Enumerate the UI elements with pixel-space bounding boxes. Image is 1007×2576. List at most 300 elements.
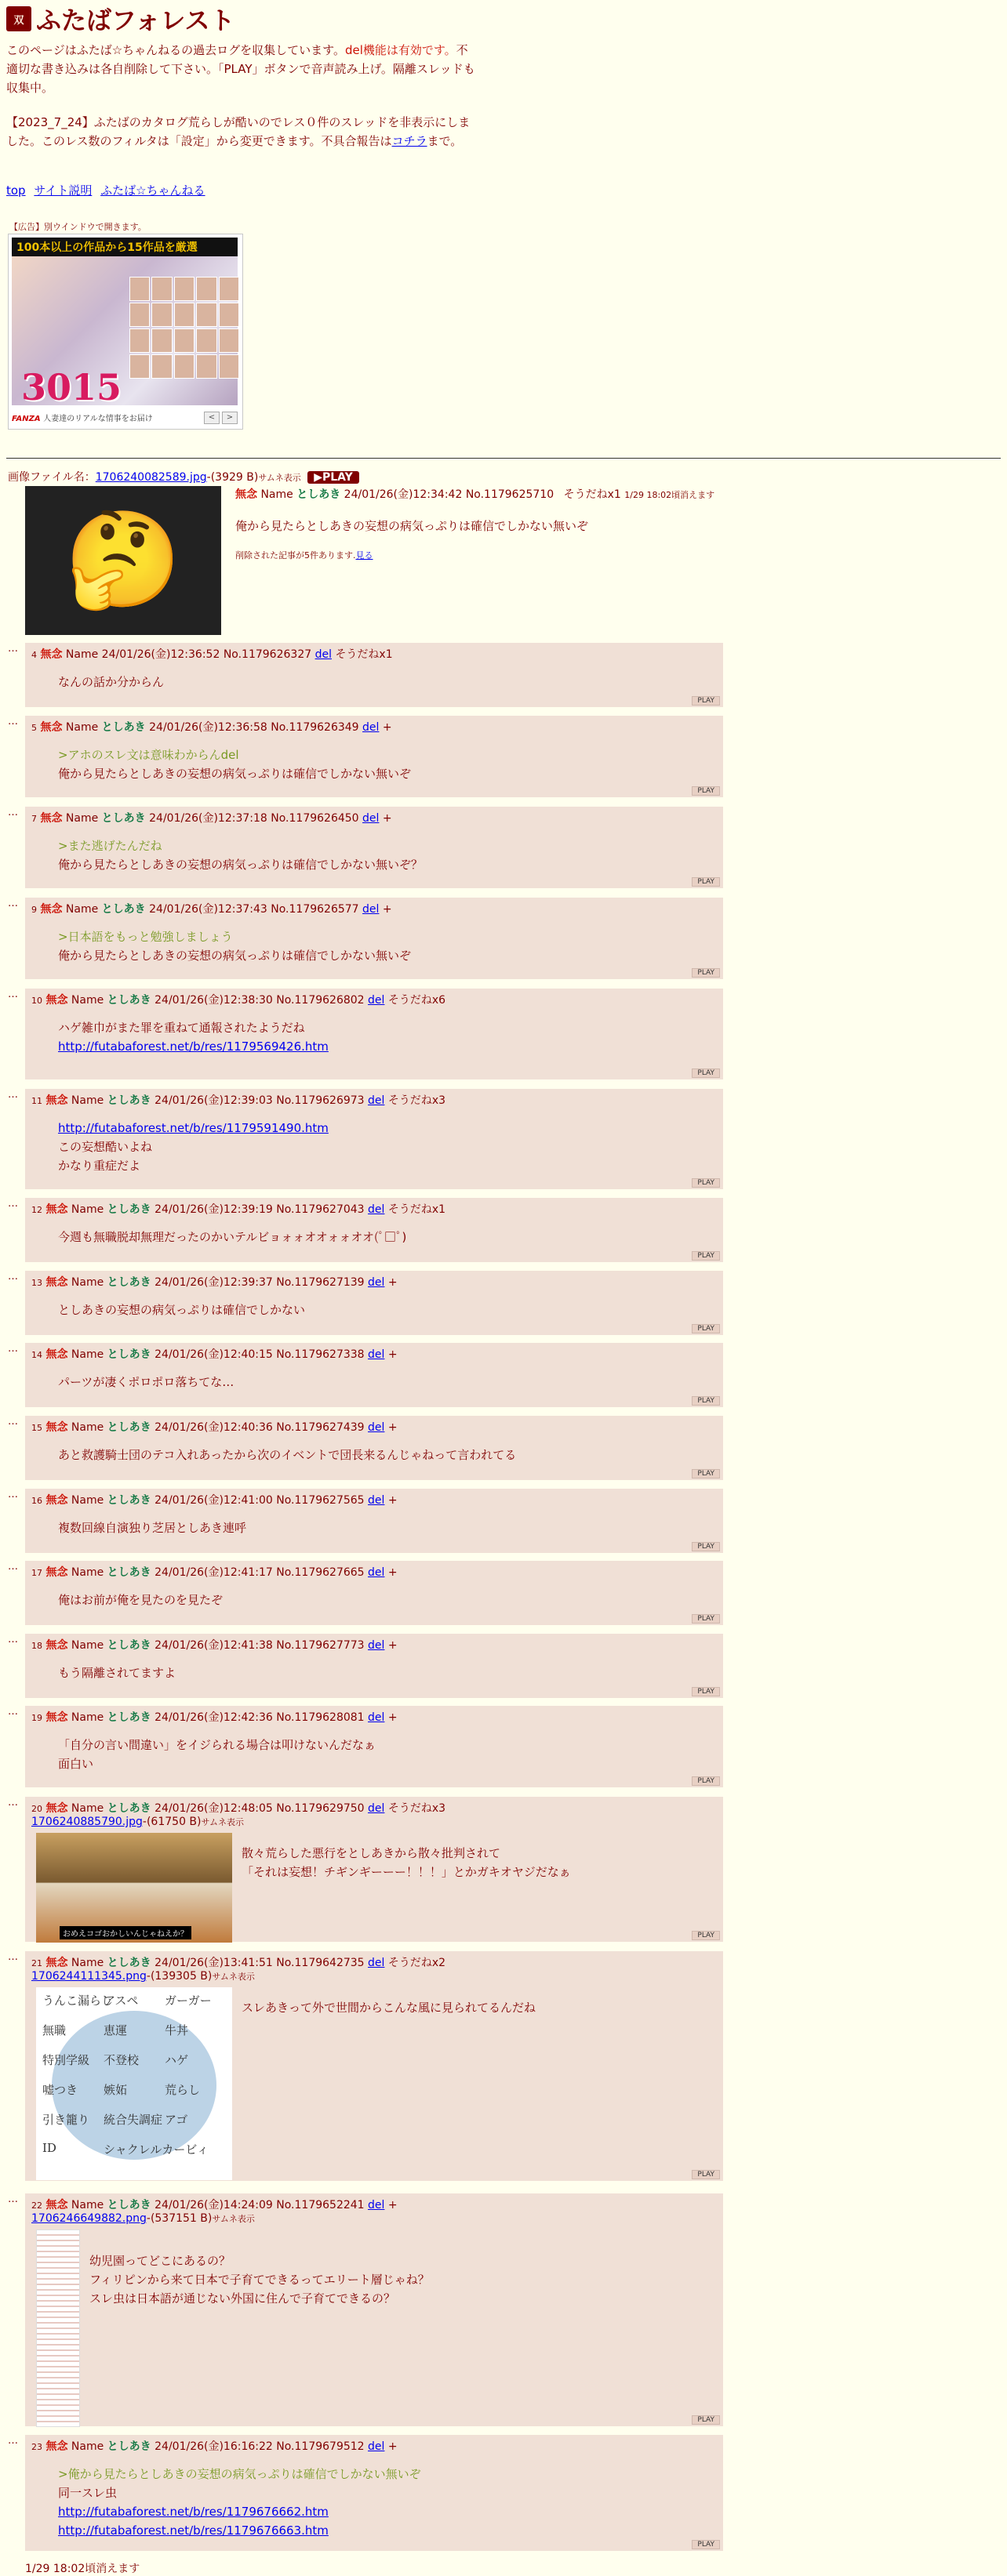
reply-quote: >また逃げたんだね <box>58 839 162 853</box>
op-name-label: Name <box>260 488 293 501</box>
reply <box>25 716 723 797</box>
reply-quote: >日本語をもっと勉強しましょう <box>58 930 233 944</box>
reply-name: としあき <box>107 2199 151 2211</box>
reply-header <box>31 2438 717 2454</box>
op-sodane[interactable]: そうだねx1 <box>563 488 621 501</box>
ad-footer-text: 人妻達のリアルな情事をお届け <box>43 415 153 423</box>
thinking-face-icon: 🤔 <box>64 506 182 615</box>
reply-number[interactable]: No.1179627665 <box>276 1566 365 1579</box>
reply-text: あと救護騎士団のテコ入れあったから次のイベントで団長来るんじゃねって言われてる <box>58 1448 517 1462</box>
op-file-link[interactable]: 1706240082589.jpg <box>95 471 207 484</box>
reply-subject: 無念 <box>45 1348 68 1361</box>
reply-thumbnail[interactable] <box>36 1833 232 1943</box>
sodane-button[interactable]: + <box>387 1348 398 1361</box>
show-deleted-link[interactable]: 見る <box>355 550 373 561</box>
reply-subject: 無念 <box>45 994 68 1007</box>
reply-number[interactable]: No.1179679512 <box>276 2440 365 2453</box>
reply-text: パーツが凄くポロポロ落ちてな… <box>58 1375 234 1389</box>
sodane-button[interactable]: + <box>387 2199 398 2211</box>
reply-ellipsis: … <box>8 1951 18 1963</box>
reply <box>25 1951 723 2181</box>
play-button[interactable]: PLAY <box>692 1469 720 1478</box>
sodane-button[interactable]: + <box>387 1711 398 1724</box>
reply-ellipsis: … <box>8 1706 18 1718</box>
thread-expire: 1/29 18:02頃消えます <box>25 2563 140 2575</box>
notice-text <box>6 113 477 151</box>
reply-subject: 無念 <box>45 1094 68 1107</box>
reply-file-link[interactable]: 1706244111345.png <box>31 1970 147 1983</box>
reply-header <box>31 901 717 916</box>
reply-comment <box>58 673 717 691</box>
reply-name-label: Name <box>65 648 99 661</box>
reply-text: ハゲ雑巾がまた罪を重ねて通報されたようだね <box>58 1021 305 1035</box>
nav-about-link[interactable]: サイト説明 <box>34 183 93 198</box>
reply-header <box>31 646 717 662</box>
intro-text <box>6 41 477 97</box>
del-link[interactable]: del <box>368 1566 385 1579</box>
reply-subject: 無念 <box>45 1957 68 1969</box>
del-link[interactable]: del <box>362 721 380 734</box>
sodane-button[interactable]: そうだねx1 <box>387 1203 446 1216</box>
ad-nav <box>202 408 238 424</box>
sodane-button[interactable]: + <box>387 1639 398 1652</box>
reply-index: 10 <box>31 996 42 1006</box>
reply <box>25 1343 723 1407</box>
divider <box>6 458 1001 459</box>
reply-number[interactable]: No.1179627139 <box>276 1276 365 1289</box>
reply-link[interactable]: http://futabaforest.net/b/res/1179569426.htm <box>58 1039 329 1054</box>
del-link[interactable]: del <box>368 1639 385 1652</box>
reply-subject: 無念 <box>40 812 63 825</box>
thumb-tag: 不登校 <box>104 2053 140 2067</box>
reply-ellipsis: … <box>8 1797 18 1809</box>
reply-name: としあき <box>107 1957 151 1969</box>
del-link[interactable]: del <box>368 1348 385 1361</box>
reply-number[interactable]: No.1179626327 <box>223 648 312 661</box>
reply-comment <box>58 1119 717 1175</box>
thumb-tag: 恵運 <box>104 2023 128 2037</box>
sodane-button[interactable]: + <box>387 1494 398 1507</box>
thumb-tag: ハゲ <box>165 2053 189 2067</box>
del-link[interactable]: del <box>314 648 332 661</box>
reply <box>25 1706 723 1787</box>
reply <box>25 1797 723 1942</box>
reply-name: としあき <box>107 1421 151 1434</box>
ad-brand-text: FANZA <box>12 415 41 423</box>
reply-comment <box>58 1228 717 1246</box>
reply-number[interactable]: No.1179642735 <box>276 1957 365 1969</box>
reply-name-label: Name <box>65 903 99 916</box>
reply-date: 24/01/26(金)12:40:36 <box>155 1421 273 1434</box>
reply-date: 24/01/26(金)12:37:18 <box>149 812 267 825</box>
sodane-button[interactable]: + <box>382 812 392 825</box>
nav-top-link[interactable]: top <box>6 183 26 198</box>
reply-name-label: Name <box>71 1203 104 1216</box>
reply-index: 22 <box>31 2200 42 2211</box>
sodane-button[interactable]: + <box>382 721 392 734</box>
reply-subject: 無念 <box>40 721 63 734</box>
play-button[interactable]: PLAY <box>692 786 720 796</box>
reply-name: としあき <box>107 2440 151 2453</box>
ad-label: 【広告】別ウインドウで開きます。 <box>9 222 147 232</box>
del-link[interactable]: del <box>368 1421 385 1434</box>
reply-number[interactable]: No.1179626577 <box>271 903 359 916</box>
play-button[interactable]: PLAY <box>692 1776 720 1786</box>
reply-index: 11 <box>31 1096 42 1106</box>
del-link[interactable]: del <box>368 2199 385 2211</box>
play-button[interactable]: PLAY <box>692 1251 720 1261</box>
reply-subject: 無念 <box>45 2199 68 2211</box>
intro-text-red: del機能は有効です。 <box>344 43 456 57</box>
reply-header <box>31 810 717 825</box>
reply-index: 21 <box>31 1958 42 1968</box>
reply-file-size: -(61750 B) <box>142 1816 202 1828</box>
del-link[interactable]: del <box>368 1957 385 1969</box>
reply-ellipsis: … <box>8 1416 18 1428</box>
reply-comment <box>89 2251 717 2308</box>
op-file-size: -(3929 B) <box>206 471 259 484</box>
site-header <box>6 5 234 33</box>
notice-end: まで。 <box>427 134 463 148</box>
reply-index: 18 <box>31 1641 42 1651</box>
reply-name-label: Name <box>71 1711 104 1724</box>
reply-subject: 無念 <box>45 1802 68 1815</box>
play-button[interactable]: PLAY <box>692 968 720 978</box>
reply-ellipsis: … <box>8 716 18 727</box>
reply-subject: 無念 <box>45 1711 68 1724</box>
file-label: 画像ファイル名： <box>8 471 96 484</box>
reply-file-link[interactable]: 1706246649882.png <box>31 2212 147 2225</box>
reply-text: 複数回線自演独り芝居としあき連呼 <box>58 1521 247 1535</box>
play-button[interactable]: PLAY <box>692 1068 720 1078</box>
op-date: 24/01/26(金)12:34:42 <box>344 488 463 501</box>
reply-name: としあき <box>107 1639 151 1652</box>
play-button[interactable]: PLAY <box>692 696 720 706</box>
reply <box>25 2193 723 2426</box>
nav-futaba-link[interactable]: ふたば☆ちゃんねる <box>100 183 205 198</box>
reply-name: としあき <box>107 994 151 1007</box>
reply-index: 5 <box>31 723 37 733</box>
reply-name: としあき <box>107 1348 151 1361</box>
del-link[interactable]: del <box>362 903 380 916</box>
reply-number[interactable]: No.1179627338 <box>276 1348 365 1361</box>
reply-date: 24/01/26(金)12:41:17 <box>155 1566 273 1579</box>
reply-number[interactable]: No.1179626349 <box>271 721 359 734</box>
thumb-tag: 嘘つき <box>42 2083 78 2097</box>
reply-subject: 無念 <box>40 648 63 661</box>
thumb-tag: うんこ漏らし <box>42 1994 114 2008</box>
reply-name-label: Name <box>71 1957 104 1969</box>
del-link[interactable]: del <box>368 1094 385 1107</box>
play-button[interactable]: PLAY <box>692 1931 720 1940</box>
reply-date: 24/01/26(金)12:39:37 <box>155 1276 273 1289</box>
reply-number[interactable]: No.1179627773 <box>276 1639 365 1652</box>
reply-text: 散々荒らした悪行をとしあきから散々批判されて 「それは妄想！チギンギーーー！！！」とかガキオヤジだなぁ <box>242 1846 571 1879</box>
reply-index: 14 <box>31 1350 42 1360</box>
reply-file-size: -(139305 B) <box>146 1970 213 1983</box>
sodane-button[interactable]: + <box>387 1566 398 1579</box>
reply-thumbnail[interactable] <box>36 2230 80 2427</box>
sodane-button[interactable]: そうだねx1 <box>335 648 393 661</box>
reply-number[interactable]: No.1179628081 <box>276 1711 365 1724</box>
report-link[interactable]: コチラ <box>391 134 427 148</box>
sodane-button[interactable]: + <box>387 1276 398 1289</box>
reply-thumbnail[interactable] <box>36 1987 232 2180</box>
reply-name-label: Name <box>71 1802 104 1815</box>
reply-date: 24/01/26(金)12:41:00 <box>155 1494 273 1507</box>
play-button[interactable]: PLAY <box>692 877 720 887</box>
reply-index: 17 <box>31 1568 42 1578</box>
reply-name-label: Name <box>71 1494 104 1507</box>
reply-subject: 無念 <box>45 1639 68 1652</box>
reply <box>25 2435 723 2551</box>
reply <box>25 643 723 707</box>
thumb-toggle[interactable]: サムネ表示 <box>212 2214 255 2224</box>
reply-name: としあき <box>101 903 146 916</box>
reply-index: 16 <box>31 1496 42 1506</box>
reply-comment <box>58 1736 717 1773</box>
reply-ellipsis: … <box>8 2435 18 2447</box>
reply-number[interactable]: No.1179629750 <box>276 1802 365 1815</box>
reply-date: 24/01/26(金)12:37:43 <box>149 903 267 916</box>
reply-ellipsis: … <box>8 1561 18 1573</box>
reply <box>25 1561 723 1625</box>
thumb-tag: アゴ <box>165 2113 188 2127</box>
del-link[interactable]: del <box>368 1802 385 1815</box>
reply-number[interactable]: No.1179626802 <box>276 994 365 1007</box>
reply-header <box>31 1709 717 1725</box>
reply-number[interactable]: No.1179627043 <box>276 1203 365 1216</box>
reply-date: 24/01/26(金)12:36:58 <box>149 721 267 734</box>
reply-text: 幼児園ってどこにあるの？ フィリピンから来て日本で子育てできるってエリート層じゃね？ スレ虫は日本語が通じない外国に住んで子育てできるの？ <box>89 2254 430 2306</box>
reply-subject: 無念 <box>45 1494 68 1507</box>
ad-banner[interactable] <box>8 234 243 430</box>
reply-name: としあき <box>107 1566 151 1579</box>
op-number[interactable]: No.1179625710 <box>465 488 554 501</box>
play-button[interactable]: PLAY <box>692 1396 720 1406</box>
op-file-info <box>8 469 359 484</box>
reply-header <box>31 1419 717 1435</box>
reply-header <box>31 1954 717 1970</box>
play-button[interactable]: PLAY <box>692 1324 720 1333</box>
reply-quote: >俺から見たらとしあきの妄想の病気っぷりは確信でしかない無いぞ <box>58 2467 421 2481</box>
reply-subject: 無念 <box>40 903 63 916</box>
reply-subject: 無念 <box>45 1566 68 1579</box>
reply-name-label: Name <box>71 1566 104 1579</box>
op-comment: 俺から見たらとしあきの妄想の病気っぷりは確信でしかない無いぞ <box>235 519 589 533</box>
ad-image[interactable] <box>12 249 238 408</box>
reply-ellipsis: … <box>8 989 18 1000</box>
sodane-button[interactable]: そうだねx3 <box>387 1802 446 1815</box>
reply-number[interactable]: No.1179627439 <box>276 1421 365 1434</box>
reply <box>25 898 723 979</box>
sodane-button[interactable]: そうだねx6 <box>387 994 446 1007</box>
reply <box>25 807 723 888</box>
op-thumbnail[interactable] <box>25 486 221 635</box>
reply <box>25 989 723 1079</box>
ad-thumbnail-grid <box>129 277 239 379</box>
thumb-tag: 牛丼 <box>165 2023 189 2037</box>
reply-ellipsis: … <box>8 1343 18 1355</box>
op-thumb-toggle[interactable]: サムネ表示 <box>258 473 301 483</box>
reply-name-label: Name <box>65 721 99 734</box>
reply-comment <box>58 2465 717 2540</box>
thumb-caption: おめえコゴおかしいんじゃねえか？ <box>60 1926 191 1939</box>
reply-text: 同一スレ虫 <box>58 2486 118 2500</box>
thumb-tag: 嫉妬 <box>104 2083 128 2097</box>
reply <box>25 1198 723 1262</box>
reply-comment <box>58 1591 717 1609</box>
reply-ellipsis: … <box>8 1489 18 1500</box>
reply-name-label: Name <box>71 1639 104 1652</box>
deleted-note <box>235 549 784 561</box>
reply-index: 19 <box>31 1713 42 1723</box>
reply-date: 24/01/26(金)12:40:15 <box>155 1348 273 1361</box>
thumb-tag: アスペ <box>104 1994 139 2008</box>
reply-index: 23 <box>31 2442 42 2452</box>
del-link[interactable]: del <box>368 1203 385 1216</box>
op-name: としあき <box>296 488 341 501</box>
reply-comment <box>58 836 717 874</box>
reply-date: 24/01/26(金)12:42:36 <box>155 1711 273 1724</box>
reply-date: 24/01/26(金)12:38:30 <box>155 994 273 1007</box>
reply-date: 24/01/26(金)12:36:52 <box>101 648 220 661</box>
play-button[interactable]: PLAY <box>692 1178 720 1188</box>
reply-name-label: Name <box>71 1421 104 1434</box>
reply-comment <box>58 1301 717 1319</box>
del-link[interactable]: del <box>368 994 385 1007</box>
reply-text: 「自分の言い間違い」をイジられる場合は叩けないんだなぁ 面白い <box>58 1738 376 1771</box>
reply-number[interactable]: No.1179626973 <box>276 1094 365 1107</box>
del-link[interactable]: del <box>368 1494 385 1507</box>
reply-file-info <box>31 1816 717 1828</box>
reply-index: 9 <box>31 905 37 915</box>
reply-header <box>31 1346 717 1362</box>
reply-date: 24/01/26(金)13:41:51 <box>155 1957 273 1969</box>
reply-subject: 無念 <box>45 1276 68 1289</box>
reply-ellipsis: … <box>8 807 18 818</box>
reply <box>25 1416 723 1480</box>
play-button[interactable]: PLAY <box>692 1687 720 1696</box>
reply-number[interactable]: No.1179627565 <box>276 1494 365 1507</box>
reply-subject: 無念 <box>45 1203 68 1216</box>
reply-name-label: Name <box>71 994 104 1007</box>
reply-ellipsis: … <box>8 1634 18 1645</box>
ad-next-button[interactable]: > <box>222 412 238 424</box>
thumb-tag: ガーガー <box>165 1994 212 2008</box>
reply <box>25 1271 723 1335</box>
reply-quote: >アホのスレ文は意味わからんdel <box>58 748 239 762</box>
reply-text: 今週も無職脱却無理だったのかいテルビョォォオオォォオオ(ﾟ□ﾟ) <box>58 1230 407 1244</box>
reply-number[interactable]: No.1179626450 <box>271 812 359 825</box>
intro-text-a: このページはふたば☆ちゃんねるの過去ログを収集しています。 <box>6 43 345 57</box>
reply-header <box>31 719 717 735</box>
reply-text: もう隔離されてますよ <box>58 1666 176 1680</box>
intro-text-b: 不適切な書き込みは各自削除して下さい。「PLAY」ボタンで音声読み上げ。隔離スレッドも収集中。 <box>6 43 475 95</box>
reply-text: としあきの妄想の病気っぷりは確信でしかない <box>58 1303 306 1317</box>
reply-header <box>31 1637 717 1653</box>
reply-index: 4 <box>31 650 37 660</box>
reply-header <box>31 2197 717 2212</box>
deleted-note-text: 削除された記事が5件あります. <box>235 550 356 561</box>
reply-link[interactable]: http://futabaforest.net/b/res/1179676663.htm <box>58 2523 329 2538</box>
reply-text: この妄想酷いよね かなり重症だよ <box>58 1140 153 1173</box>
reply-index: 15 <box>31 1423 42 1433</box>
reply-name-label: Name <box>71 1348 104 1361</box>
sodane-button[interactable]: + <box>387 1421 398 1434</box>
reply-header <box>31 1492 717 1508</box>
thumb-tag: 特別学級 <box>42 2053 90 2067</box>
play-button[interactable]: PLAY <box>692 1542 720 1551</box>
reply-text: なんの話か分からん <box>58 675 165 689</box>
reply-name: としあき <box>107 1494 151 1507</box>
thumb-toggle[interactable]: サムネ表示 <box>201 1817 244 1827</box>
reply <box>25 1489 723 1553</box>
reply-comment <box>58 746 717 783</box>
site-title: ふたばフォレスト <box>36 5 235 35</box>
thumb-toggle[interactable]: サムネ表示 <box>212 1972 255 1982</box>
reply-text: 俺から見たらとしあきの妄想の病気っぷりは確信でしかない無いぞ <box>58 767 412 781</box>
reply-index: 12 <box>31 1205 42 1215</box>
sodane-button[interactable]: そうだねx2 <box>387 1957 446 1969</box>
reply-header <box>31 1092 717 1108</box>
reply-number[interactable]: No.1179652241 <box>276 2199 365 2211</box>
reply-ellipsis: … <box>8 1198 18 1210</box>
reply-link[interactable]: http://futabaforest.net/b/res/1179591490.htm <box>58 1121 329 1135</box>
notice-body: 【2023_7_24】ふたばのカタログ荒らしが酷いのでレス０件のスレッドを非表示にしました。このレス数のフィルタは「設定」から変更できます。不具合報告は <box>6 115 471 148</box>
play-button[interactable]: PLAY <box>692 2415 720 2425</box>
sodane-button[interactable]: + <box>387 2440 398 2453</box>
reply-name-label: Name <box>71 1094 104 1107</box>
reply-ellipsis: … <box>8 643 18 655</box>
reply-name-label: Name <box>71 1276 104 1289</box>
del-link[interactable]: del <box>362 812 380 825</box>
op-post <box>235 486 784 561</box>
reply-name: としあき <box>107 1802 151 1815</box>
reply-file-link[interactable]: 1706240885790.jpg <box>31 1816 143 1828</box>
del-link[interactable]: del <box>368 1711 385 1724</box>
reply-date: 24/01/26(金)12:39:03 <box>155 1094 273 1107</box>
reply-comment <box>58 1018 717 1056</box>
reply-comment <box>242 1998 717 2017</box>
reply-file-info <box>31 2212 717 2225</box>
reply-date: 24/01/26(金)12:39:19 <box>155 1203 273 1216</box>
reply-header <box>31 1800 717 1816</box>
ad-prev-button[interactable]: < <box>204 412 220 424</box>
reply-subject: 無念 <box>45 1421 68 1434</box>
del-link[interactable]: del <box>368 1276 385 1289</box>
nav-links <box>6 182 210 198</box>
reply-subject: 無念 <box>45 2440 68 2453</box>
op-play-button[interactable]: ▶PLAY <box>307 471 359 484</box>
reply <box>25 1634 723 1698</box>
play-button[interactable]: PLAY <box>692 2540 720 2549</box>
sodane-button[interactable]: + <box>382 903 392 916</box>
ad-headline: 100本以上の作品から15作品を厳選 <box>12 238 238 256</box>
reply-comment <box>58 1446 717 1464</box>
reply-link[interactable]: http://futabaforest.net/b/res/1179676662.htm <box>58 2505 329 2519</box>
reply-header <box>31 992 717 1007</box>
reply-comment <box>58 1664 717 1682</box>
reply-name-label: Name <box>71 2440 104 2453</box>
play-button[interactable]: PLAY <box>692 2170 720 2179</box>
del-link[interactable]: del <box>368 2440 385 2453</box>
sodane-button[interactable]: そうだねx3 <box>387 1094 446 1107</box>
reply-comment <box>58 1373 717 1391</box>
reply-date: 24/01/26(金)16:16:22 <box>155 2440 273 2453</box>
play-button[interactable]: PLAY <box>692 1614 720 1624</box>
reply-name: としあき <box>107 1203 151 1216</box>
